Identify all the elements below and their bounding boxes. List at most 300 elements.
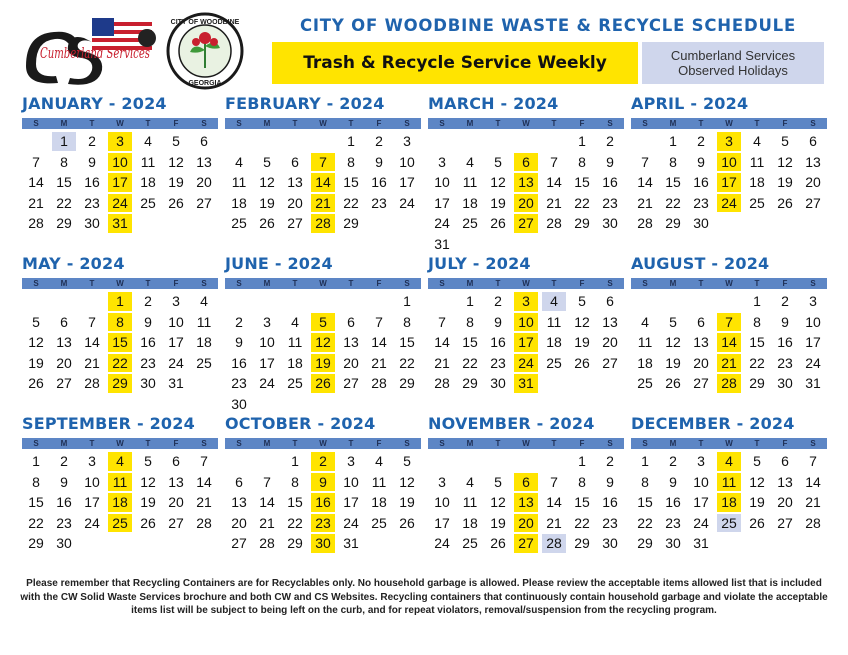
calendar-day: 20 <box>602 334 618 351</box>
weekday-label: T <box>698 279 704 288</box>
weekday-label: T <box>551 119 557 128</box>
city-seal-logo <box>166 12 244 90</box>
month-calendar <box>631 94 827 234</box>
weekday-label: W <box>522 439 530 448</box>
calendar-day: 22 <box>28 514 44 531</box>
calendar-day: 26 <box>574 354 590 371</box>
calendar-day: 7 <box>375 313 383 330</box>
weekday-label: W <box>319 279 327 288</box>
weekday-label: W <box>522 279 530 288</box>
calendar-day: 27 <box>805 194 821 211</box>
calendar-day: 8 <box>403 313 411 330</box>
blank-day <box>22 291 50 312</box>
pickup-day: 29 <box>108 374 132 393</box>
calendar-day: 17 <box>84 494 100 511</box>
calendar-day: 1 <box>403 293 411 310</box>
calendar-day: 18 <box>287 354 303 371</box>
calendar-day: 19 <box>28 354 44 371</box>
calendar-day: 12 <box>490 494 506 511</box>
calendar-day: 25 <box>196 354 212 371</box>
calendar-day: 2 <box>669 453 677 470</box>
calendar-day: 9 <box>144 313 152 330</box>
pickup-day: 7 <box>717 313 741 332</box>
calendar-day: 18 <box>196 334 212 351</box>
calendar-day: 25 <box>231 215 247 232</box>
weekday-label: W <box>319 439 327 448</box>
calendar-day: 14 <box>434 334 450 351</box>
weekday-label: T <box>292 119 298 128</box>
calendar-day: 30 <box>490 375 506 392</box>
weekday-label: M <box>466 279 474 288</box>
calendar-day: 19 <box>140 494 156 511</box>
days-grid <box>631 291 827 394</box>
calendar-day: 15 <box>28 494 44 511</box>
calendar-day: 15 <box>749 334 765 351</box>
blank-day <box>309 291 337 312</box>
calendar-day: 6 <box>781 453 789 470</box>
pickup-day: 11 <box>717 473 741 492</box>
blank-day <box>428 451 456 472</box>
calendar-day: 3 <box>88 453 96 470</box>
month-calendar <box>22 254 218 394</box>
pickup-day: 31 <box>108 214 132 233</box>
weekday-label: S <box>201 279 207 288</box>
blank-day <box>337 291 365 312</box>
calendar-day: 25 <box>462 215 478 232</box>
recycling-notice: Please remember that Recycling Containers are for Recyclables only. No household garbage is allowed. Please review the acceptable items allowed list that is included with the CW Solid Waste Services brochure and both CW and CS Websites. Recycling containers that continuously contain household garbage and violate the acceptable items list will be subject to being left on the curb, and for repeat violators, removal/suspension from the recycling program. <box>20 578 828 616</box>
pickup-day: 14 <box>717 333 741 352</box>
calendar-day: 6 <box>200 133 208 150</box>
calendar-day: 26 <box>168 194 184 211</box>
calendar-day: 24 <box>805 354 821 371</box>
calendar-day: 23 <box>602 514 618 531</box>
calendar-day: 16 <box>84 174 100 191</box>
pickup-day: 14 <box>311 173 335 192</box>
pickup-day: 22 <box>108 354 132 373</box>
calendar-day: 10 <box>84 473 100 490</box>
calendar-day: 9 <box>375 153 383 170</box>
month-calendar <box>225 414 421 554</box>
weekday-label: T <box>145 119 151 128</box>
calendar-day: 4 <box>291 313 299 330</box>
calendar-day: 11 <box>546 313 562 330</box>
pickup-day: 1 <box>108 292 132 311</box>
weekday-label: F <box>173 279 179 288</box>
weekday-label: M <box>60 119 68 128</box>
calendar-day: 14 <box>546 174 562 191</box>
calendar-day: 20 <box>231 514 247 531</box>
calendar-day: 3 <box>809 293 817 310</box>
calendar-day: 8 <box>60 153 68 170</box>
pickup-day: 26 <box>311 374 335 393</box>
month-calendar <box>225 94 421 234</box>
weekday-label: S <box>607 439 613 448</box>
weekday-label: F <box>376 439 382 448</box>
calendar-day: 25 <box>371 514 387 531</box>
service-frequency-banner: Trash & Recycle Service Weekly <box>272 42 638 84</box>
calendar-day: 21 <box>805 494 821 511</box>
pickup-day: 20 <box>514 514 538 533</box>
calendar-day: 10 <box>168 313 184 330</box>
calendar-day: 21 <box>546 514 562 531</box>
calendar-day: 11 <box>749 153 765 170</box>
weekday-label: W <box>725 119 733 128</box>
calendar-day: 12 <box>140 473 156 490</box>
calendar-day: 3 <box>438 153 446 170</box>
calendar-day: 30 <box>602 215 618 232</box>
calendar-day: 17 <box>168 334 184 351</box>
calendar-day: 25 <box>140 194 156 211</box>
calendar-day: 28 <box>28 215 44 232</box>
calendar-day: 28 <box>546 215 562 232</box>
calendar-day: 16 <box>777 334 793 351</box>
weekday-label: S <box>201 119 207 128</box>
pickup-day: 28 <box>717 374 741 393</box>
pickup-day: 23 <box>311 514 335 533</box>
calendar-day: 7 <box>550 153 558 170</box>
blank-day <box>428 291 456 312</box>
calendar-day: 23 <box>693 194 709 211</box>
calendar-day: 2 <box>60 453 68 470</box>
calendar-day: 7 <box>200 453 208 470</box>
month-calendar <box>631 414 827 554</box>
calendar-day: 2 <box>144 293 152 310</box>
days-grid <box>631 131 827 234</box>
calendar-day: 5 <box>32 313 40 330</box>
weekday-label: S <box>810 119 816 128</box>
calendar-day: 19 <box>490 514 506 531</box>
calendar-day: 8 <box>466 313 474 330</box>
pickup-day: 10 <box>108 153 132 172</box>
weekday-label: S <box>607 119 613 128</box>
weekday-label: S <box>404 119 410 128</box>
calendar-day: 10 <box>805 313 821 330</box>
calendar-day: 25 <box>546 354 562 371</box>
logo-cs-text: Cumberland Services <box>40 44 151 62</box>
calendar-day: 7 <box>32 153 40 170</box>
calendar-day: 5 <box>669 313 677 330</box>
calendar-day: 17 <box>434 514 450 531</box>
calendar-day: 23 <box>371 194 387 211</box>
weekday-header <box>22 438 218 449</box>
calendar-day: 2 <box>88 133 96 150</box>
calendar-day: 11 <box>140 153 156 170</box>
calendar-day: 10 <box>434 494 450 511</box>
calendar-day: 15 <box>462 334 478 351</box>
holidays-legend-line1: Cumberland Services <box>670 48 796 63</box>
pickup-day: 18 <box>108 493 132 512</box>
calendar-day: 8 <box>291 473 299 490</box>
weekday-label: T <box>145 439 151 448</box>
weekday-label: M <box>466 119 474 128</box>
weekday-label: S <box>404 439 410 448</box>
weekday-label: S <box>439 439 445 448</box>
pickup-day: 27 <box>514 534 538 553</box>
pickup-day: 24 <box>108 194 132 213</box>
calendar-day: 26 <box>399 514 415 531</box>
calendar-day: 10 <box>693 473 709 490</box>
pickup-day: 13 <box>514 493 538 512</box>
calendar-day: 8 <box>641 473 649 490</box>
calendar-day: 11 <box>462 174 478 191</box>
calendar-day: 21 <box>546 194 562 211</box>
pickup-day: 13 <box>514 173 538 192</box>
calendar-day: 14 <box>259 494 275 511</box>
calendar-day: 19 <box>168 174 184 191</box>
calendar-day: 9 <box>781 313 789 330</box>
calendar-day: 20 <box>693 354 709 371</box>
weekday-label: T <box>89 279 95 288</box>
calendar-day: 13 <box>777 473 793 490</box>
calendar-day: 19 <box>665 354 681 371</box>
calendar-day: 9 <box>235 334 243 351</box>
calendar-day: 20 <box>56 354 72 371</box>
calendar-day: 4 <box>753 133 761 150</box>
calendar-day: 29 <box>462 375 478 392</box>
weekday-label: F <box>579 119 585 128</box>
calendar-day: 13 <box>287 174 303 191</box>
calendar-day: 20 <box>196 174 212 191</box>
calendar-day: 26 <box>28 375 44 392</box>
month-title: AUGUST - 2024 <box>631 254 770 273</box>
calendar-day: 1 <box>291 453 299 470</box>
calendar-day: 16 <box>665 494 681 511</box>
weekday-label: S <box>201 439 207 448</box>
pickup-day: 11 <box>108 473 132 492</box>
weekday-label: S <box>439 119 445 128</box>
pickup-day: 4 <box>108 452 132 471</box>
weekday-label: S <box>642 279 648 288</box>
weekday-label: W <box>319 119 327 128</box>
calendar-day: 13 <box>231 494 247 511</box>
calendar-day: 30 <box>602 535 618 552</box>
pickup-day: 28 <box>311 214 335 233</box>
calendar-day: 4 <box>200 293 208 310</box>
pickup-day: 17 <box>717 173 741 192</box>
blank-day <box>225 131 253 152</box>
weekday-label: T <box>754 119 760 128</box>
calendar-day: 27 <box>777 514 793 531</box>
calendar-day: 5 <box>494 153 502 170</box>
calendar-day: 2 <box>781 293 789 310</box>
weekday-label: T <box>145 279 151 288</box>
pickup-day: 15 <box>108 333 132 352</box>
pickup-day: 17 <box>108 173 132 192</box>
calendar-day: 25 <box>749 194 765 211</box>
holidays-legend-line2: Observed Holidays <box>678 63 788 78</box>
calendar-day: 29 <box>287 535 303 552</box>
calendar-day: 29 <box>28 535 44 552</box>
pickup-day: 2 <box>311 452 335 471</box>
calendar-day: 28 <box>371 375 387 392</box>
calendar-day: 17 <box>434 194 450 211</box>
calendar-day: 25 <box>462 535 478 552</box>
calendar-day: 23 <box>56 514 72 531</box>
calendar-day: 21 <box>434 354 450 371</box>
blank-day <box>253 451 281 472</box>
calendar-day: 11 <box>287 334 303 351</box>
calendar-day: 11 <box>637 334 653 351</box>
calendar-day: 15 <box>343 174 359 191</box>
calendar-day: 8 <box>578 473 586 490</box>
weekday-label: M <box>669 439 677 448</box>
calendar-day: 27 <box>56 375 72 392</box>
calendar-day: 3 <box>263 313 271 330</box>
calendar-day: 24 <box>84 514 100 531</box>
calendar-day: 4 <box>641 313 649 330</box>
calendar-day: 7 <box>263 473 271 490</box>
calendar-day: 30 <box>665 535 681 552</box>
calendar-day: 1 <box>347 133 355 150</box>
calendar-day: 18 <box>749 174 765 191</box>
pickup-day: 27 <box>514 214 538 233</box>
pickup-day: 4 <box>717 452 741 471</box>
weekday-label: S <box>642 119 648 128</box>
calendar-day: 4 <box>235 153 243 170</box>
calendar-day: 18 <box>371 494 387 511</box>
calendar-day: 1 <box>669 133 677 150</box>
calendar-day: 16 <box>371 174 387 191</box>
weekday-label: T <box>292 439 298 448</box>
pickup-day: 6 <box>514 153 538 172</box>
weekday-label: T <box>495 439 501 448</box>
schedule-title: CITY OF WOODBINE WASTE & RECYCLE SCHEDULE <box>299 16 797 35</box>
calendar-day: 17 <box>343 494 359 511</box>
month-calendar <box>22 414 218 554</box>
calendar-day: 4 <box>466 153 474 170</box>
calendar-day: 14 <box>84 334 100 351</box>
pickup-day: 3 <box>717 132 741 151</box>
calendar-day: 12 <box>259 174 275 191</box>
calendar-day: 15 <box>574 494 590 511</box>
calendar-day: 27 <box>343 375 359 392</box>
calendar-day: 11 <box>231 174 247 191</box>
calendar-day: 18 <box>462 514 478 531</box>
calendar-day: 31 <box>168 375 184 392</box>
calendar-day: 22 <box>287 514 303 531</box>
calendar-day: 6 <box>291 153 299 170</box>
calendar-day: 19 <box>574 334 590 351</box>
pickup-day: 9 <box>311 473 335 492</box>
calendar-day: 6 <box>809 133 817 150</box>
calendar-day: 13 <box>56 334 72 351</box>
weekday-header <box>225 438 421 449</box>
calendar-day: 28 <box>84 375 100 392</box>
calendar-day: 28 <box>805 514 821 531</box>
calendar-day: 2 <box>375 133 383 150</box>
weekday-label: S <box>33 439 39 448</box>
calendar-day: 8 <box>578 153 586 170</box>
calendar-day: 20 <box>805 174 821 191</box>
calendar-day: 28 <box>259 535 275 552</box>
calendar-day: 16 <box>602 174 618 191</box>
weekday-label: T <box>348 439 354 448</box>
weekday-label: M <box>466 439 474 448</box>
blank-day <box>22 131 50 152</box>
calendar-day: 6 <box>347 313 355 330</box>
calendar-day: 29 <box>665 215 681 232</box>
calendar-day: 26 <box>259 215 275 232</box>
calendar-day: 12 <box>490 174 506 191</box>
calendar-day: 2 <box>697 133 705 150</box>
calendar-day: 20 <box>168 494 184 511</box>
blank-day <box>225 291 253 312</box>
calendar-day: 14 <box>546 494 562 511</box>
calendar-day: 22 <box>637 514 653 531</box>
days-grid <box>428 451 624 554</box>
seal-text-bottom: GEORGIA <box>188 80 222 87</box>
weekday-label: S <box>404 279 410 288</box>
calendar-day: 18 <box>546 334 562 351</box>
calendar-day: 31 <box>343 535 359 552</box>
calendar-day: 7 <box>641 153 649 170</box>
calendar-day: 5 <box>494 473 502 490</box>
pickup-day: 21 <box>717 354 741 373</box>
calendar-day: 30 <box>777 375 793 392</box>
seal-text-top: CITY OF WOODBINE <box>170 19 240 26</box>
calendar-day: 12 <box>28 334 44 351</box>
weekday-header <box>428 278 624 289</box>
calendar-day: 27 <box>287 215 303 232</box>
blank-day <box>253 131 281 152</box>
calendar-day: 23 <box>602 194 618 211</box>
calendar-day: 11 <box>462 494 478 511</box>
blank-day <box>253 291 281 312</box>
calendar-day: 21 <box>637 194 653 211</box>
calendar-day: 17 <box>399 174 415 191</box>
calendar-day: 14 <box>637 174 653 191</box>
days-grid <box>22 131 218 234</box>
pickup-day: 20 <box>514 194 538 213</box>
days-grid <box>225 131 421 234</box>
holiday-day: 4 <box>542 292 566 311</box>
calendar-day: 22 <box>399 354 415 371</box>
calendar-day: 30 <box>140 375 156 392</box>
calendar-day: 5 <box>263 153 271 170</box>
calendar-day: 1 <box>578 453 586 470</box>
blank-day <box>281 291 309 312</box>
month-title: SEPTEMBER - 2024 <box>22 414 195 433</box>
blank-day <box>456 451 484 472</box>
weekday-label: F <box>173 119 179 128</box>
calendar-day: 3 <box>347 453 355 470</box>
calendar-day: 4 <box>466 473 474 490</box>
cumberland-services-logo <box>22 16 162 86</box>
weekday-header <box>428 438 624 449</box>
days-grid <box>428 291 624 394</box>
calendar-day: 26 <box>140 514 156 531</box>
calendar-day: 22 <box>462 354 478 371</box>
calendar-day: 29 <box>399 375 415 392</box>
weekday-header <box>631 278 827 289</box>
days-grid <box>225 451 421 554</box>
weekday-header <box>631 438 827 449</box>
calendar-day: 8 <box>669 153 677 170</box>
calendar-day: 11 <box>196 313 212 330</box>
month-title: MAY - 2024 <box>22 254 125 273</box>
calendar-day: 4 <box>375 453 383 470</box>
calendar-day: 19 <box>490 194 506 211</box>
calendar-day: 30 <box>84 215 100 232</box>
weekday-label: M <box>60 439 68 448</box>
calendar-day: 24 <box>399 194 415 211</box>
calendar-day: 21 <box>196 494 212 511</box>
calendar-day: 16 <box>693 174 709 191</box>
calendar-day: 12 <box>777 153 793 170</box>
weekday-label: T <box>89 439 95 448</box>
pickup-day: 31 <box>514 374 538 393</box>
calendar-day: 12 <box>749 473 765 490</box>
